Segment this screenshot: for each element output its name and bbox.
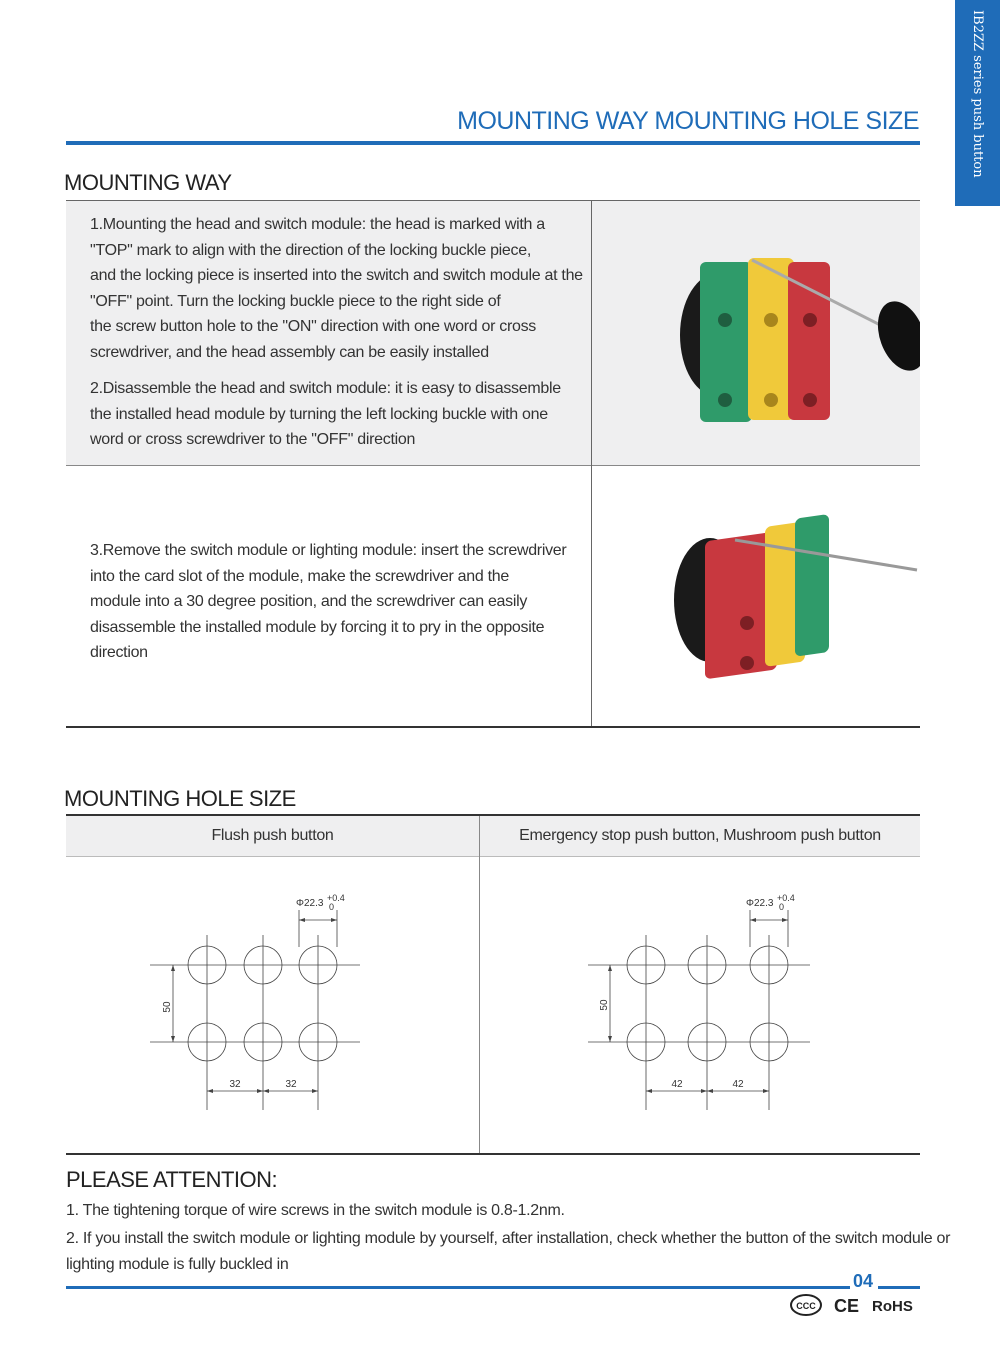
switch-module-photo-1 — [670, 240, 920, 430]
col1-diameter: Φ22.3 — [296, 898, 324, 909]
col1-vertical: 50 — [162, 1001, 173, 1013]
col2-header: Emergency stop push button, Mushroom push button — [480, 816, 920, 856]
attention-item-2: 2. If you install the switch module or lighting module by yourself, after installation, check whether the button of the switch module or lighting module is fully buckled in — [66, 1230, 951, 1273]
page-title: MOUNTING WAY MOUNTING HOLE SIZE — [457, 107, 919, 135]
page-number: 04 — [853, 1271, 874, 1291]
rohs-mark: RoHS — [872, 1298, 913, 1315]
screwdriver-handle — [869, 295, 920, 378]
hole-size-header-rule — [66, 856, 920, 857]
mounting-way-title: MOUNTING WAY — [64, 170, 232, 195]
hole-size-divider — [479, 816, 480, 1154]
col2-diameter: Φ22.3 — [746, 898, 774, 909]
col1-header: Flush push button — [66, 816, 479, 856]
col2-pitch2: 42 — [732, 1079, 744, 1090]
mounting-bottom-rule — [66, 726, 920, 728]
flush-hole-diagram — [140, 885, 370, 1115]
col1-pitch2: 32 — [285, 1079, 297, 1090]
col1-tol-plus: +0.4 — [327, 893, 345, 903]
step3-text: 3.Remove the switch module or lighting module: insert the screwdriver into the card slot of the module, make the screwdriver and the module into a 30 degree position, and the screwdriver can easily disassemble the installed module by forcing it to pry in the opposite direction — [90, 542, 567, 661]
green-module — [795, 514, 829, 657]
svg-text:CCC: CCC — [796, 1301, 816, 1311]
side-tab-label: IB2ZZ series push button — [970, 10, 985, 178]
mushroom-hole-diagram — [580, 885, 820, 1115]
col1-tol-minus: 0 — [329, 902, 335, 912]
ccc-icon — [791, 1295, 821, 1315]
title-rule — [66, 141, 920, 145]
ce-mark: CE — [834, 1296, 860, 1316]
mounting-top-rule — [66, 200, 920, 201]
col2-tol-plus: +0.4 — [777, 893, 795, 903]
mounting-mid-rule — [66, 465, 920, 466]
side-tab — [955, 0, 1000, 206]
footer-rule-right — [878, 1286, 920, 1289]
attention-title: PLEASE ATTENTION: — [66, 1167, 278, 1192]
step1-text: 1.Mounting the head and switch module: the head is marked with a "TOP" mark to align with the direction of the locking buckle piece, and the locking piece is inserted into the switch and switch module at the "OFF" point. Turn the locking buckle piece to the right side of the screw button hole to the "ON" direction with one word or cross screwdriver, and the head assembly can be easily installed — [90, 216, 583, 361]
switch-module-photo-2 — [665, 505, 920, 690]
col2-pitch1: 42 — [671, 1079, 683, 1090]
mounting-divider — [591, 201, 592, 726]
attention-item-1: 1. The tightening torque of wire screws in the switch module is 0.8-1.2nm. — [66, 1202, 565, 1219]
certification-logos — [790, 1292, 920, 1318]
col1-pitch1: 32 — [229, 1079, 241, 1090]
col2-tol-minus: 0 — [779, 902, 785, 912]
col2-vertical: 50 — [599, 999, 610, 1011]
footer-rule — [66, 1286, 850, 1289]
step2-text: 2.Disassemble the head and switch module: it is easy to disassemble the installed head module by turning the left locking buckle with one word or cross screwdriver to the "OFF" direction — [90, 380, 561, 448]
hole-size-title: MOUNTING HOLE SIZE — [64, 786, 296, 811]
hole-size-bottom-rule — [66, 1153, 920, 1155]
